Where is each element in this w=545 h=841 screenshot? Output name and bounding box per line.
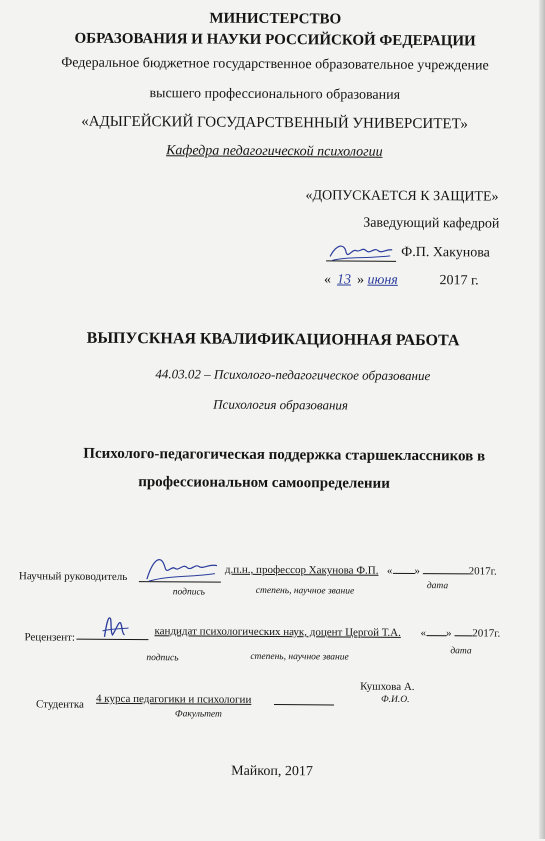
reviewer-caption-degree: степень, научное звание: [250, 651, 349, 663]
reviewer-month-blank: [454, 625, 472, 636]
city-year: Майкоп, 2017: [231, 763, 313, 780]
supervisor-year: 2017г.: [468, 565, 497, 578]
reviewer-signature-line: [76, 617, 148, 641]
reviewer-date-close: »: [445, 627, 452, 640]
reviewer-label: Рецензент:: [24, 631, 76, 644]
approval-title: «ДОПУСКАЕТСЯ К ЗАЩИТЕ»: [305, 188, 499, 205]
approval-year: 2017 г.: [439, 273, 479, 289]
reviewer-year: 2017г.: [472, 627, 501, 640]
supervisor-date: [387, 563, 497, 578]
reviewer-date: [420, 625, 500, 640]
topic-line-2: профессиональном самоопределении: [138, 474, 390, 492]
supervisor-caption-date: дата: [426, 581, 449, 592]
approval-date: [324, 272, 479, 289]
university-name: «АДЫГЕЙСКИЙ ГОСУДАРСТВЕННЫЙ УНИВЕРСИТЕТ»: [81, 113, 468, 133]
supervisor-date-open: «: [386, 564, 393, 577]
student-name: Кушхова А.: [360, 680, 415, 694]
work-code: 44.03.02 – Психолого-педагогическое образование: [155, 366, 431, 384]
department-name: Кафедра педагогической психологии: [166, 143, 383, 160]
supervisor-month-blank: [423, 563, 469, 574]
reviewer-caption-date: дата: [450, 646, 472, 657]
approval-date-open-quote: «: [323, 272, 332, 288]
institution-level: высшего профессионального образования: [149, 86, 401, 103]
institution-type: Федеральное бюджетное государственное образовательное учреждение: [61, 55, 489, 74]
supervisor-signature-line: [139, 555, 221, 583]
approval-date-close-quote: »: [356, 272, 365, 288]
student-label: Студентка: [35, 698, 84, 711]
ministry-name: ОБРАЗОВАНИЯ И НАУКИ РОССИЙСКОЙ ФЕДЕРАЦИИ: [74, 30, 476, 50]
supervisor-caption-sign: подпись: [172, 587, 206, 598]
work-type: ВЫПУСКНАЯ КВАЛИФИКАЦИОННАЯ РАБОТА: [86, 329, 460, 350]
reviewer-details: кандидат психологических наук, доцент Цергой Т.А.: [154, 625, 401, 639]
page-edge-shadow: [539, 0, 545, 839]
student-signature-line: [274, 690, 334, 705]
topic-line-1: Психолого-педагогическая поддержка старшеклассников в: [83, 445, 486, 465]
approval-month: июня: [367, 272, 398, 288]
supervisor-label: Научный руководитель: [18, 570, 128, 584]
approval-signature: [326, 238, 396, 264]
student-caption-faculty: Факультет: [174, 709, 222, 720]
work-profile: Психология образования: [213, 396, 349, 413]
approval-name: Ф.П. Хакунова: [401, 244, 490, 261]
supervisor-day-blank: [392, 563, 414, 574]
supervisor-signature: [139, 553, 221, 584]
supervisor-details: д.п.н., профессор Хакунова Ф.П.: [224, 563, 379, 577]
supervisor-caption-degree: степень, научное звание: [255, 585, 355, 597]
reviewer-signature: [76, 611, 148, 642]
approval-signature-line: [326, 244, 396, 261]
reviewer-caption-sign: подпись: [146, 653, 179, 664]
approval-role: Заведующий кафедрой: [363, 215, 500, 232]
approval-day: 13: [336, 272, 352, 288]
ministry-line: МИНИСТЕРСТВО: [209, 10, 342, 28]
reviewer-date-open: «: [420, 627, 427, 640]
supervisor-date-close: »: [414, 565, 420, 578]
student-caption-name: Ф.И.О.: [381, 694, 410, 705]
reviewer-day-blank: [426, 625, 446, 636]
student-course: 4 курса педагогики и психологии: [96, 692, 252, 706]
